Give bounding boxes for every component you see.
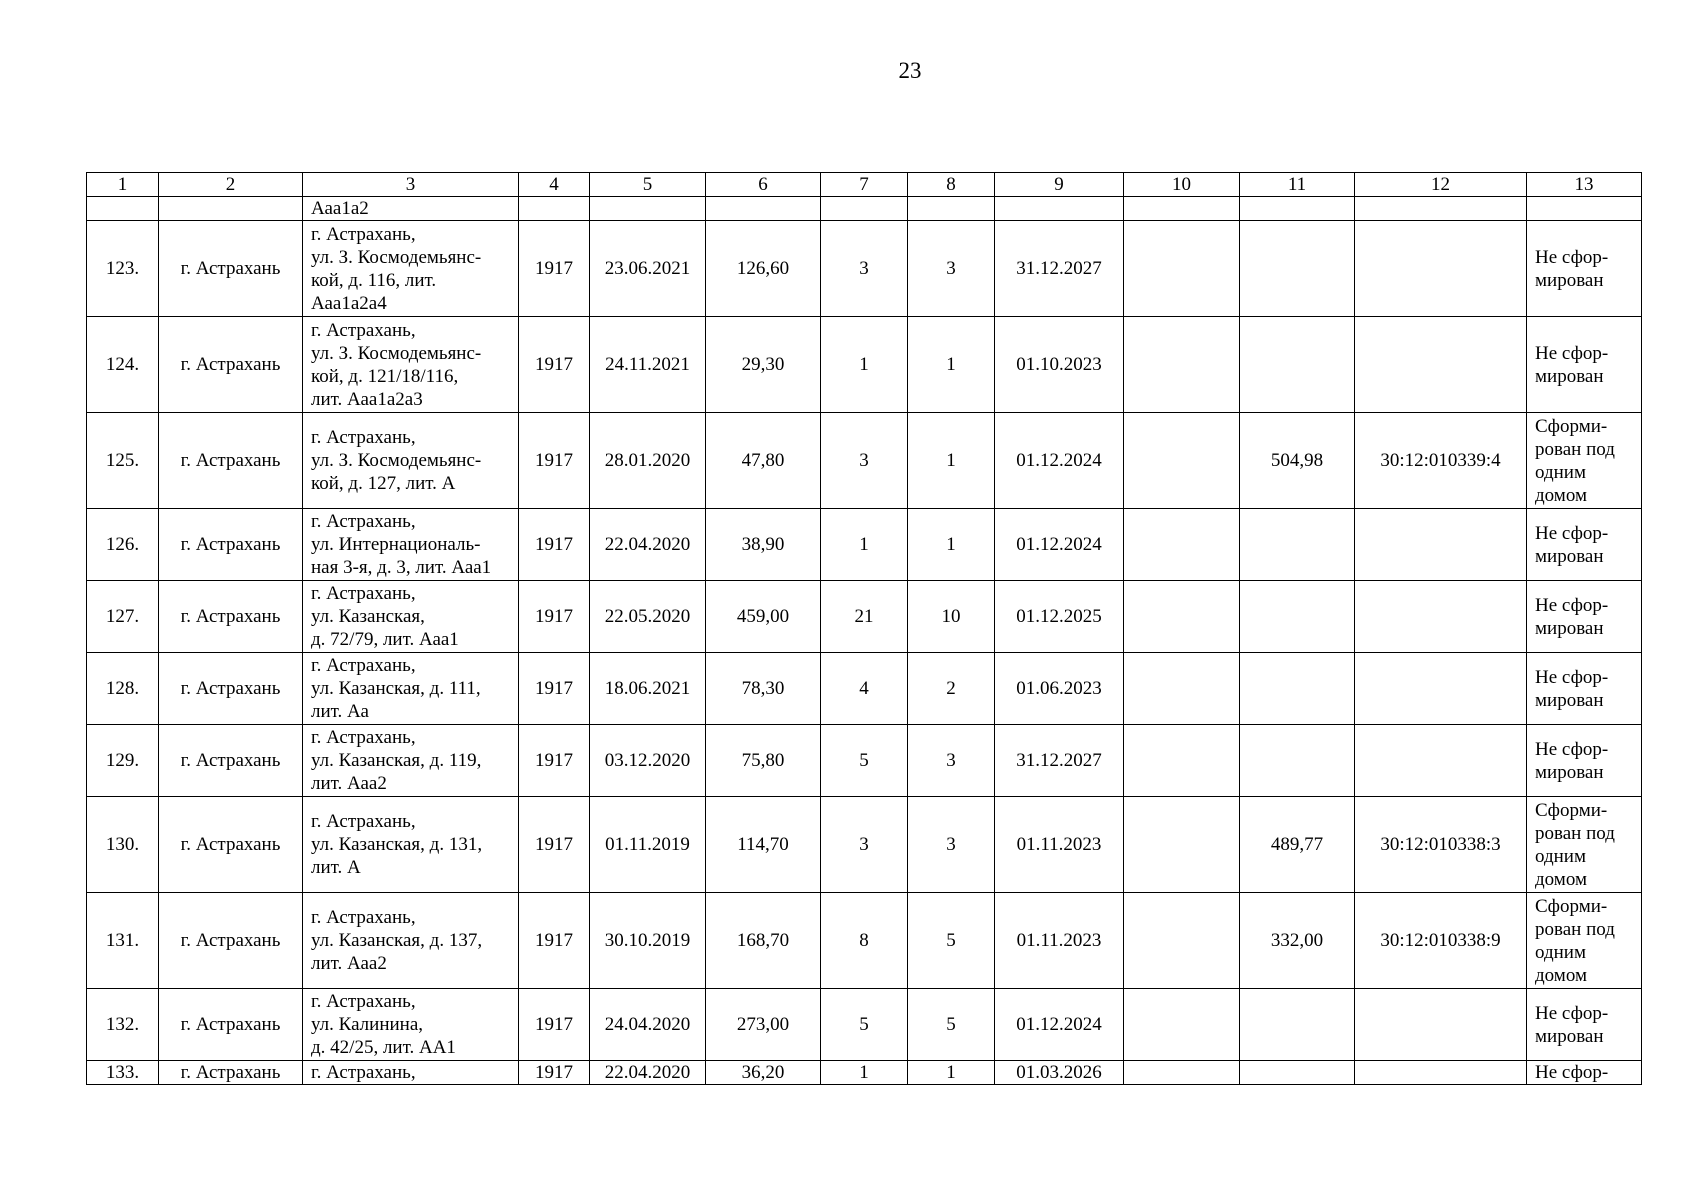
- status-cell: [1527, 509, 1642, 581]
- land-area-cell: 489,77: [1240, 797, 1355, 893]
- cadastral-number-cell: [1355, 989, 1527, 1061]
- status-cell: [1527, 653, 1642, 725]
- cell-empty: [995, 197, 1124, 221]
- address-cell: [303, 893, 519, 989]
- column-7-cell: 4: [821, 653, 908, 725]
- address-cell: [303, 725, 519, 797]
- address-line: г. Астрахань,: [311, 655, 416, 676]
- cell-empty: [159, 197, 303, 221]
- cadastral-number-cell: [1355, 221, 1527, 317]
- status-line: домом: [1535, 964, 1587, 986]
- address-line: кой, д. 121/18/116,: [311, 365, 459, 387]
- land-area-cell: [1240, 221, 1355, 317]
- status-line: Не сфор-: [1535, 1062, 1609, 1083]
- status-cell: [1527, 221, 1642, 317]
- row-number-cell: 128.: [87, 653, 159, 725]
- status-line: мирован: [1535, 269, 1604, 291]
- column-8-cell: 3: [908, 221, 995, 317]
- column-10-cell: [1124, 581, 1240, 653]
- year-cell: 1917: [519, 581, 590, 653]
- column-8-cell: 1: [908, 413, 995, 509]
- address-line: лит. Ааа2: [311, 773, 387, 794]
- status-cell: [1527, 413, 1642, 509]
- cadastral-number-cell: [1355, 1061, 1527, 1085]
- address-cell: [303, 989, 519, 1061]
- address-line: г. Астрахань,: [311, 991, 416, 1012]
- city-cell: г. Астрахань: [159, 317, 303, 413]
- status-line: мирован: [1535, 689, 1604, 711]
- address-line: ул. Интернациональ-: [311, 534, 481, 555]
- address-cell: [303, 653, 519, 725]
- address-line: г. Астрахань,: [311, 223, 416, 245]
- area-cell: 273,00: [706, 989, 821, 1061]
- column-7-cell: 8: [821, 893, 908, 989]
- column-7-cell: 3: [821, 413, 908, 509]
- city-cell: г. Астрахань: [159, 1061, 303, 1085]
- column-10-cell: [1124, 725, 1240, 797]
- table-body: [87, 173, 1642, 1085]
- year-cell: 1917: [519, 725, 590, 797]
- date-cell: 28.01.2020: [590, 413, 706, 509]
- housing-registry-table: [86, 172, 1642, 1085]
- column-number-row: [87, 173, 1642, 197]
- table-row: [87, 413, 1642, 509]
- status-line: Не сфор-: [1535, 1002, 1609, 1024]
- status-line: мирован: [1535, 365, 1604, 387]
- status-line: Не сфор-: [1535, 522, 1609, 544]
- cell-empty: [821, 197, 908, 221]
- status-line: мирован: [1535, 545, 1604, 567]
- cadastral-number-cell: 30:12:010338:9: [1355, 893, 1527, 989]
- column-10-cell: [1124, 989, 1240, 1061]
- land-area-cell: [1240, 989, 1355, 1061]
- land-area-cell: [1240, 725, 1355, 797]
- address-cell: [303, 221, 519, 317]
- address-line: ул. З. Космодемьянс-: [311, 450, 482, 471]
- column-header: 3: [303, 173, 519, 197]
- address-line: кой, д. 116, лит.: [311, 269, 437, 291]
- cell-empty: [1124, 197, 1240, 221]
- address-line: г. Астрахань,: [311, 1062, 416, 1083]
- status-cell: [1527, 1061, 1642, 1085]
- city-cell: г. Астрахань: [159, 221, 303, 317]
- city-cell: г. Астрахань: [159, 893, 303, 989]
- column-header: 7: [821, 173, 908, 197]
- cell-empty: [706, 197, 821, 221]
- address-cell: [303, 413, 519, 509]
- status-cell: [1527, 581, 1642, 653]
- status-line: Сформи-: [1535, 415, 1608, 437]
- column-10-cell: [1124, 317, 1240, 413]
- column-7-cell: 21: [821, 581, 908, 653]
- status-line: Сформи-: [1535, 799, 1608, 821]
- land-area-cell: [1240, 653, 1355, 725]
- cadastral-number-cell: [1355, 509, 1527, 581]
- address-line: кой, д. 127, лит. А: [311, 473, 456, 494]
- row-number-cell: 132.: [87, 989, 159, 1061]
- address-line: г. Астрахань,: [311, 511, 416, 532]
- table-row: [87, 653, 1642, 725]
- column-7-cell: 3: [821, 221, 908, 317]
- table-row: [87, 581, 1642, 653]
- cadastral-number-cell: [1355, 653, 1527, 725]
- column-10-cell: [1124, 653, 1240, 725]
- year-cell: 1917: [519, 797, 590, 893]
- city-cell: г. Астрахань: [159, 725, 303, 797]
- cadastral-number-cell: 30:12:010339:4: [1355, 413, 1527, 509]
- column-header: 6: [706, 173, 821, 197]
- area-cell: 126,60: [706, 221, 821, 317]
- address-line: ул. Казанская, д. 111,: [311, 678, 481, 699]
- address-line: ул. Казанская,: [311, 606, 425, 627]
- column-header: 9: [995, 173, 1124, 197]
- address-line: лит. А: [311, 857, 361, 878]
- address-cell: [303, 509, 519, 581]
- column-8-cell: 1: [908, 317, 995, 413]
- status-cell: [1527, 797, 1642, 893]
- address-line: г. Астрахань,: [311, 727, 416, 748]
- address-line: ул. Казанская, д. 119,: [311, 750, 482, 771]
- status-line: мирован: [1535, 761, 1604, 783]
- status-line: одним: [1535, 845, 1586, 867]
- table-row: [87, 221, 1642, 317]
- column-header: 11: [1240, 173, 1355, 197]
- area-cell: 78,30: [706, 653, 821, 725]
- address-line: д. 42/25, лит. АА1: [311, 1037, 456, 1058]
- row-number-cell: 131.: [87, 893, 159, 989]
- date-cell: 18.06.2021: [590, 653, 706, 725]
- column-header: 1: [87, 173, 159, 197]
- column-10-cell: [1124, 413, 1240, 509]
- column-8-cell: 5: [908, 989, 995, 1061]
- city-cell: г. Астрахань: [159, 797, 303, 893]
- land-area-cell: 504,98: [1240, 413, 1355, 509]
- column-8-cell: 2: [908, 653, 995, 725]
- deadline-cell: 01.12.2025: [995, 581, 1124, 653]
- deadline-cell: 01.12.2024: [995, 509, 1124, 581]
- deadline-cell: 31.12.2027: [995, 725, 1124, 797]
- column-8-cell: 1: [908, 509, 995, 581]
- address-line: лит. Аа: [311, 701, 369, 722]
- cadastral-number-cell: [1355, 581, 1527, 653]
- date-cell: 24.04.2020: [590, 989, 706, 1061]
- column-10-cell: [1124, 509, 1240, 581]
- address-line: Ааа1а2а4: [311, 292, 387, 314]
- address-line: г. Астрахань,: [311, 907, 416, 928]
- column-header: 5: [590, 173, 706, 197]
- area-cell: 38,90: [706, 509, 821, 581]
- land-area-cell: [1240, 1061, 1355, 1085]
- land-area-cell: [1240, 581, 1355, 653]
- address-line: лит. Ааа2: [311, 953, 387, 974]
- column-7-cell: 1: [821, 509, 908, 581]
- year-cell: 1917: [519, 413, 590, 509]
- deadline-cell: 01.12.2024: [995, 413, 1124, 509]
- address-line: лит. Ааа1а2а3: [311, 388, 423, 410]
- cadastral-number-cell: 30:12:010338:3: [1355, 797, 1527, 893]
- address-line: Ааа1а2: [311, 198, 369, 219]
- table-row: [87, 725, 1642, 797]
- status-line: мирован: [1535, 617, 1604, 639]
- date-cell: 03.12.2020: [590, 725, 706, 797]
- date-cell: 22.04.2020: [590, 1061, 706, 1085]
- column-header: 8: [908, 173, 995, 197]
- address-line: г. Астрахань,: [311, 583, 416, 604]
- status-line: одним: [1535, 941, 1586, 963]
- column-7-cell: 5: [821, 725, 908, 797]
- status-line: Не сфор-: [1535, 246, 1609, 268]
- column-8-cell: 3: [908, 725, 995, 797]
- cadastral-number-cell: [1355, 317, 1527, 413]
- row-number-cell: 129.: [87, 725, 159, 797]
- deadline-cell: 31.12.2027: [995, 221, 1124, 317]
- address-cell: [303, 797, 519, 893]
- city-cell: г. Астрахань: [159, 509, 303, 581]
- deadline-cell: 01.12.2024: [995, 989, 1124, 1061]
- address-line: г. Астрахань,: [311, 427, 416, 448]
- cell-empty: [1240, 197, 1355, 221]
- year-cell: 1917: [519, 509, 590, 581]
- date-cell: 22.04.2020: [590, 509, 706, 581]
- table-row: [87, 797, 1642, 893]
- cadastral-number-cell: [1355, 725, 1527, 797]
- status-line: Не сфор-: [1535, 738, 1609, 760]
- area-cell: 29,30: [706, 317, 821, 413]
- column-8-cell: 3: [908, 797, 995, 893]
- city-cell: г. Астрахань: [159, 581, 303, 653]
- land-area-cell: [1240, 509, 1355, 581]
- column-header: 12: [1355, 173, 1527, 197]
- deadline-cell: 01.11.2023: [995, 797, 1124, 893]
- column-header: 4: [519, 173, 590, 197]
- column-10-cell: [1124, 893, 1240, 989]
- address-line: г. Астрахань,: [311, 811, 416, 832]
- row-number-cell: 133.: [87, 1061, 159, 1085]
- row-number-cell: 123.: [87, 221, 159, 317]
- year-cell: 1917: [519, 653, 590, 725]
- status-line: Не сфор-: [1535, 594, 1609, 616]
- status-line: Не сфор-: [1535, 342, 1609, 364]
- year-cell: 1917: [519, 989, 590, 1061]
- column-header: 10: [1124, 173, 1240, 197]
- table-row: [87, 317, 1642, 413]
- status-line: рован под: [1535, 438, 1615, 460]
- status-line: одним: [1535, 461, 1586, 483]
- status-line: рован под: [1535, 918, 1615, 940]
- page-number: 23: [898, 58, 922, 83]
- deadline-cell: 01.10.2023: [995, 317, 1124, 413]
- cell-empty: [1527, 197, 1642, 221]
- row-number-cell: 125.: [87, 413, 159, 509]
- continuation-row: [87, 197, 1642, 221]
- column-10-cell: [1124, 221, 1240, 317]
- row-number-cell: 127.: [87, 581, 159, 653]
- status-cell: [1527, 893, 1642, 989]
- address-cell: [303, 197, 519, 221]
- date-cell: 30.10.2019: [590, 893, 706, 989]
- address-cell: [303, 581, 519, 653]
- date-cell: 24.11.2021: [590, 317, 706, 413]
- cell-empty: [87, 197, 159, 221]
- land-area-cell: 332,00: [1240, 893, 1355, 989]
- address-cell: [303, 317, 519, 413]
- status-cell: [1527, 725, 1642, 797]
- column-7-cell: 3: [821, 797, 908, 893]
- date-cell: 01.11.2019: [590, 797, 706, 893]
- status-line: Сформи-: [1535, 895, 1608, 917]
- status-line: мирован: [1535, 1025, 1604, 1047]
- area-cell: 114,70: [706, 797, 821, 893]
- address-line: ул. Казанская, д. 137,: [311, 930, 483, 951]
- deadline-cell: 01.06.2023: [995, 653, 1124, 725]
- address-line: ул. Калинина,: [311, 1014, 424, 1035]
- status-cell: [1527, 989, 1642, 1061]
- city-cell: г. Астрахань: [159, 989, 303, 1061]
- cell-empty: [1355, 197, 1527, 221]
- table-row: [87, 893, 1642, 989]
- table-row: [87, 509, 1642, 581]
- area-cell: 36,20: [706, 1061, 821, 1085]
- column-10-cell: [1124, 797, 1240, 893]
- column-8-cell: 5: [908, 893, 995, 989]
- city-cell: г. Астрахань: [159, 653, 303, 725]
- row-number-cell: 130.: [87, 797, 159, 893]
- date-cell: 23.06.2021: [590, 221, 706, 317]
- address-line: ул. Казанская, д. 131,: [311, 834, 483, 855]
- cell-empty: [908, 197, 995, 221]
- status-cell: [1527, 317, 1642, 413]
- status-line: домом: [1535, 484, 1587, 506]
- area-cell: 47,80: [706, 413, 821, 509]
- address-line: д. 72/79, лит. Ааа1: [311, 629, 459, 650]
- column-8-cell: 10: [908, 581, 995, 653]
- address-line: г. Астрахань,: [311, 319, 416, 341]
- area-cell: 75,80: [706, 725, 821, 797]
- column-7-cell: 1: [821, 1061, 908, 1085]
- status-line: домом: [1535, 868, 1587, 890]
- column-7-cell: 5: [821, 989, 908, 1061]
- year-cell: 1917: [519, 893, 590, 989]
- date-cell: 22.05.2020: [590, 581, 706, 653]
- row-number-cell: 126.: [87, 509, 159, 581]
- row-number-cell: 124.: [87, 317, 159, 413]
- deadline-cell: 01.11.2023: [995, 893, 1124, 989]
- cell-empty: [590, 197, 706, 221]
- area-cell: 168,70: [706, 893, 821, 989]
- table-row: [87, 1061, 1642, 1085]
- table-row: [87, 989, 1642, 1061]
- address-line: ул. З. Космодемьянс-: [311, 246, 482, 268]
- column-8-cell: 1: [908, 1061, 995, 1085]
- column-10-cell: [1124, 1061, 1240, 1085]
- status-line: рован под: [1535, 822, 1615, 844]
- year-cell: 1917: [519, 1061, 590, 1085]
- year-cell: 1917: [519, 221, 590, 317]
- city-cell: г. Астрахань: [159, 413, 303, 509]
- land-area-cell: [1240, 317, 1355, 413]
- column-header: 2: [159, 173, 303, 197]
- year-cell: 1917: [519, 317, 590, 413]
- column-header: 13: [1527, 173, 1642, 197]
- address-cell: [303, 1061, 519, 1085]
- address-line: ная 3-я, д. 3, лит. Ааа1: [311, 557, 492, 578]
- address-line: ул. З. Космодемьянс-: [311, 342, 482, 364]
- column-7-cell: 1: [821, 317, 908, 413]
- area-cell: 459,00: [706, 581, 821, 653]
- status-line: Не сфор-: [1535, 666, 1609, 688]
- deadline-cell: 01.03.2026: [995, 1061, 1124, 1085]
- cell-empty: [519, 197, 590, 221]
